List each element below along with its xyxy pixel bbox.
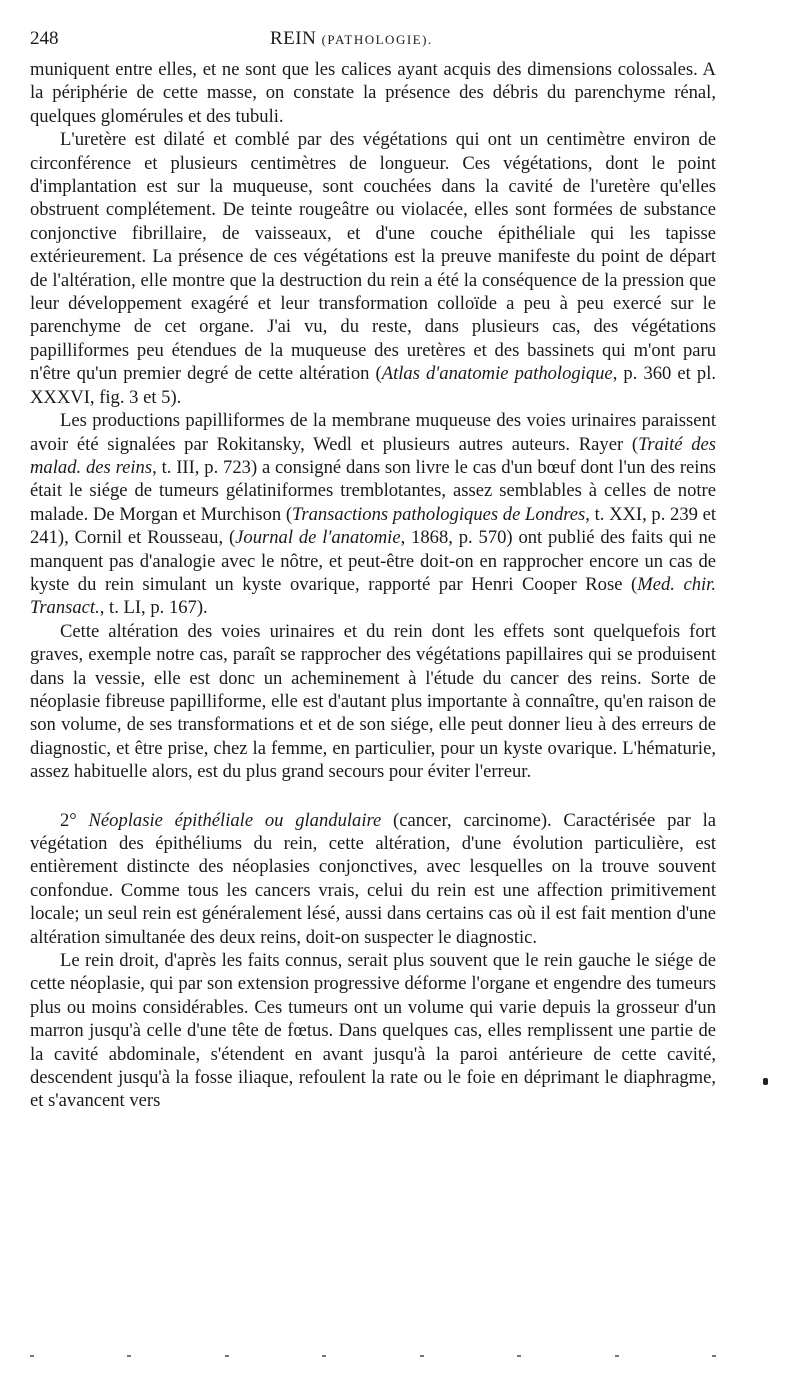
book-page — [30, 22, 716, 1113]
running-title — [270, 28, 433, 50]
paragraph-p3 — [30, 409, 716, 620]
italic-citation: Med. chir. Transact. — [30, 573, 716, 619]
bottom-scan-marks — [30, 1355, 716, 1359]
italic-citation: Néoplasie épithéliale ou glandulaire — [88, 809, 382, 831]
section-gap — [30, 784, 716, 809]
text-run: muniquent entre elles, et ne sont que les calices ayant acquis des dimensions colossales. A la périphérie de cette masse, on constate la présence des débris du parenchyme rénal, quelques glomérules et des tubuli. — [30, 59, 716, 127]
italic-citation: Transactions pathologiques de Londres — [292, 503, 586, 525]
paragraph-p6 — [30, 949, 716, 1113]
running-title-subtitle: (PATHOLOGIE). — [321, 32, 433, 47]
text-run: , p. 360 et pl. XXXVI, fig. 3 et 5). — [30, 363, 717, 408]
text-run: Cette altération des voies urinaires et du rein dont les effets sont quelquefois fort graves, exemple notre cas, paraît se rapprocher des végétations papillaires qui se produisent dans la vessie, elle est donc un acheminement à l'étude du cancer des reins. Sorte de néoplasie fibreuse papilliforme, elle est d'autant plus importante à connaître, qu'en raison de son volume, de ses transformations et et de son siége, elle peut donner lieu à des erreurs de diagnostic, et être prise, chez la femme, en particulier, pour un kyste ovarique. L'hématurie, assez habituelle alors, est du plus grand secours pour éviter l'erreur. — [30, 620, 716, 783]
italic-citation: Journal de l'anatomie — [235, 527, 401, 549]
text-run: 2° — [60, 809, 89, 831]
paragraph-p4 — [30, 620, 716, 784]
italic-citation: Atlas d'anatomie pathologique — [381, 363, 613, 385]
body-text — [30, 58, 716, 1113]
text-run: L'uretère est dilaté et comblé par des végétations qui ont un centimètre environ de circonférence et plusieurs centimètres de longueur. Ces végétations, dont le point d'implantation est sur la muqueuse, sont couchées dans la cavité de l'uretère qu'elles obstruent complétement. De teinte rougeâtre ou violacée, elles sont formées de substance conjonctive fibrillaire, de vaisseaux, et d'une couche épithéliale qui les tapisse extérieurement. La présence de ces végétations est la preuve manifeste du point de départ de l'altération, elle montre que la destruction du rein a été la conséquence de la pression que leur développement exagéré et leur transformation colloïde a peu à peu exercé sur le parenchyme de cet organe. J'ai vu, du reste, dans plusieurs cas, des végétations papilliformes peu étendues de la muqueuse des uretères et des bassinets qui m'ont paru n'être qu'un premier degré de cette altération ( — [30, 129, 716, 385]
italic-citation: Traité des malad. des reins — [30, 433, 716, 478]
running-head — [30, 22, 716, 58]
margin-ink-dot — [763, 1078, 768, 1085]
text-run: Le rein droit, d'après les faits connus, serait plus souvent que le rein gauche le siége de cette néoplasie, qui par son extension progressive déforme l'organe et engendre des tumeurs plus ou moins considérables. Ces tumeurs ont un volume qui varie depuis la grosseur d'un marron jusqu'à celle d'une tête de fœtus. Dans quelques cas, elles remplissent une partie de la cavité abdominale, s'étendent en avant jusqu'à la paroi antérieure de cette cavité, descendent jusqu'à la fosse iliaque, refoulent la rate ou le foie en déprimant le diaphragme, et s'avancent vers — [30, 950, 716, 1112]
text-run: Les productions papilliformes de la membrane muqueuse des voies urinaires paraissent avoir été signalées par Rokitansky, Wedl et plusieurs autres auteurs. Rayer ( — [30, 410, 716, 455]
paragraph-p1 — [30, 58, 716, 128]
paragraph-p5 — [30, 809, 716, 949]
running-title-main: REIN — [270, 28, 317, 49]
text-run: (cancer, carcinome). Caractérisée par la végétation des épithéliums du rein, cette altération, d'une évolution particulière, est entièrement distincte des néoplasies conjonctives, avec lesquelles on la trouve souvent confondue. Comme tous les cancers vrais, celui du rein est une affection primitivement locale; un seul rein est généralement lésé, aussi dans certains cas où il est fait mention d'une altération simultanée des deux reins, doit-on suspecter le diagnostic. — [30, 809, 716, 948]
text-run: , 1868, p. 570) ont publié des faits qui ne manquent pas d'analogie avec le nôtre, et peut-être doit-on en rapprocher encore un cas de kyste du rein simulant un kyste ovarique, rapporté par Henri Cooper Rose ( — [30, 527, 717, 595]
page-number: 248 — [30, 28, 59, 49]
text-run: , t. LI, p. 167). — [99, 597, 208, 619]
paragraph-p2 — [30, 128, 716, 409]
text-run: , t. XXI, p. 239 et 241), Cornil et Rousseau, ( — [30, 503, 717, 549]
text-run: , t. III, p. 723) a consigné dans son livre le cas d'un bœuf dont l'un des reins était le siége de tumeurs gélatiniformes tremblotantes, assez semblables à celles de notre malade. De Morgan et Murchison ( — [30, 456, 716, 525]
